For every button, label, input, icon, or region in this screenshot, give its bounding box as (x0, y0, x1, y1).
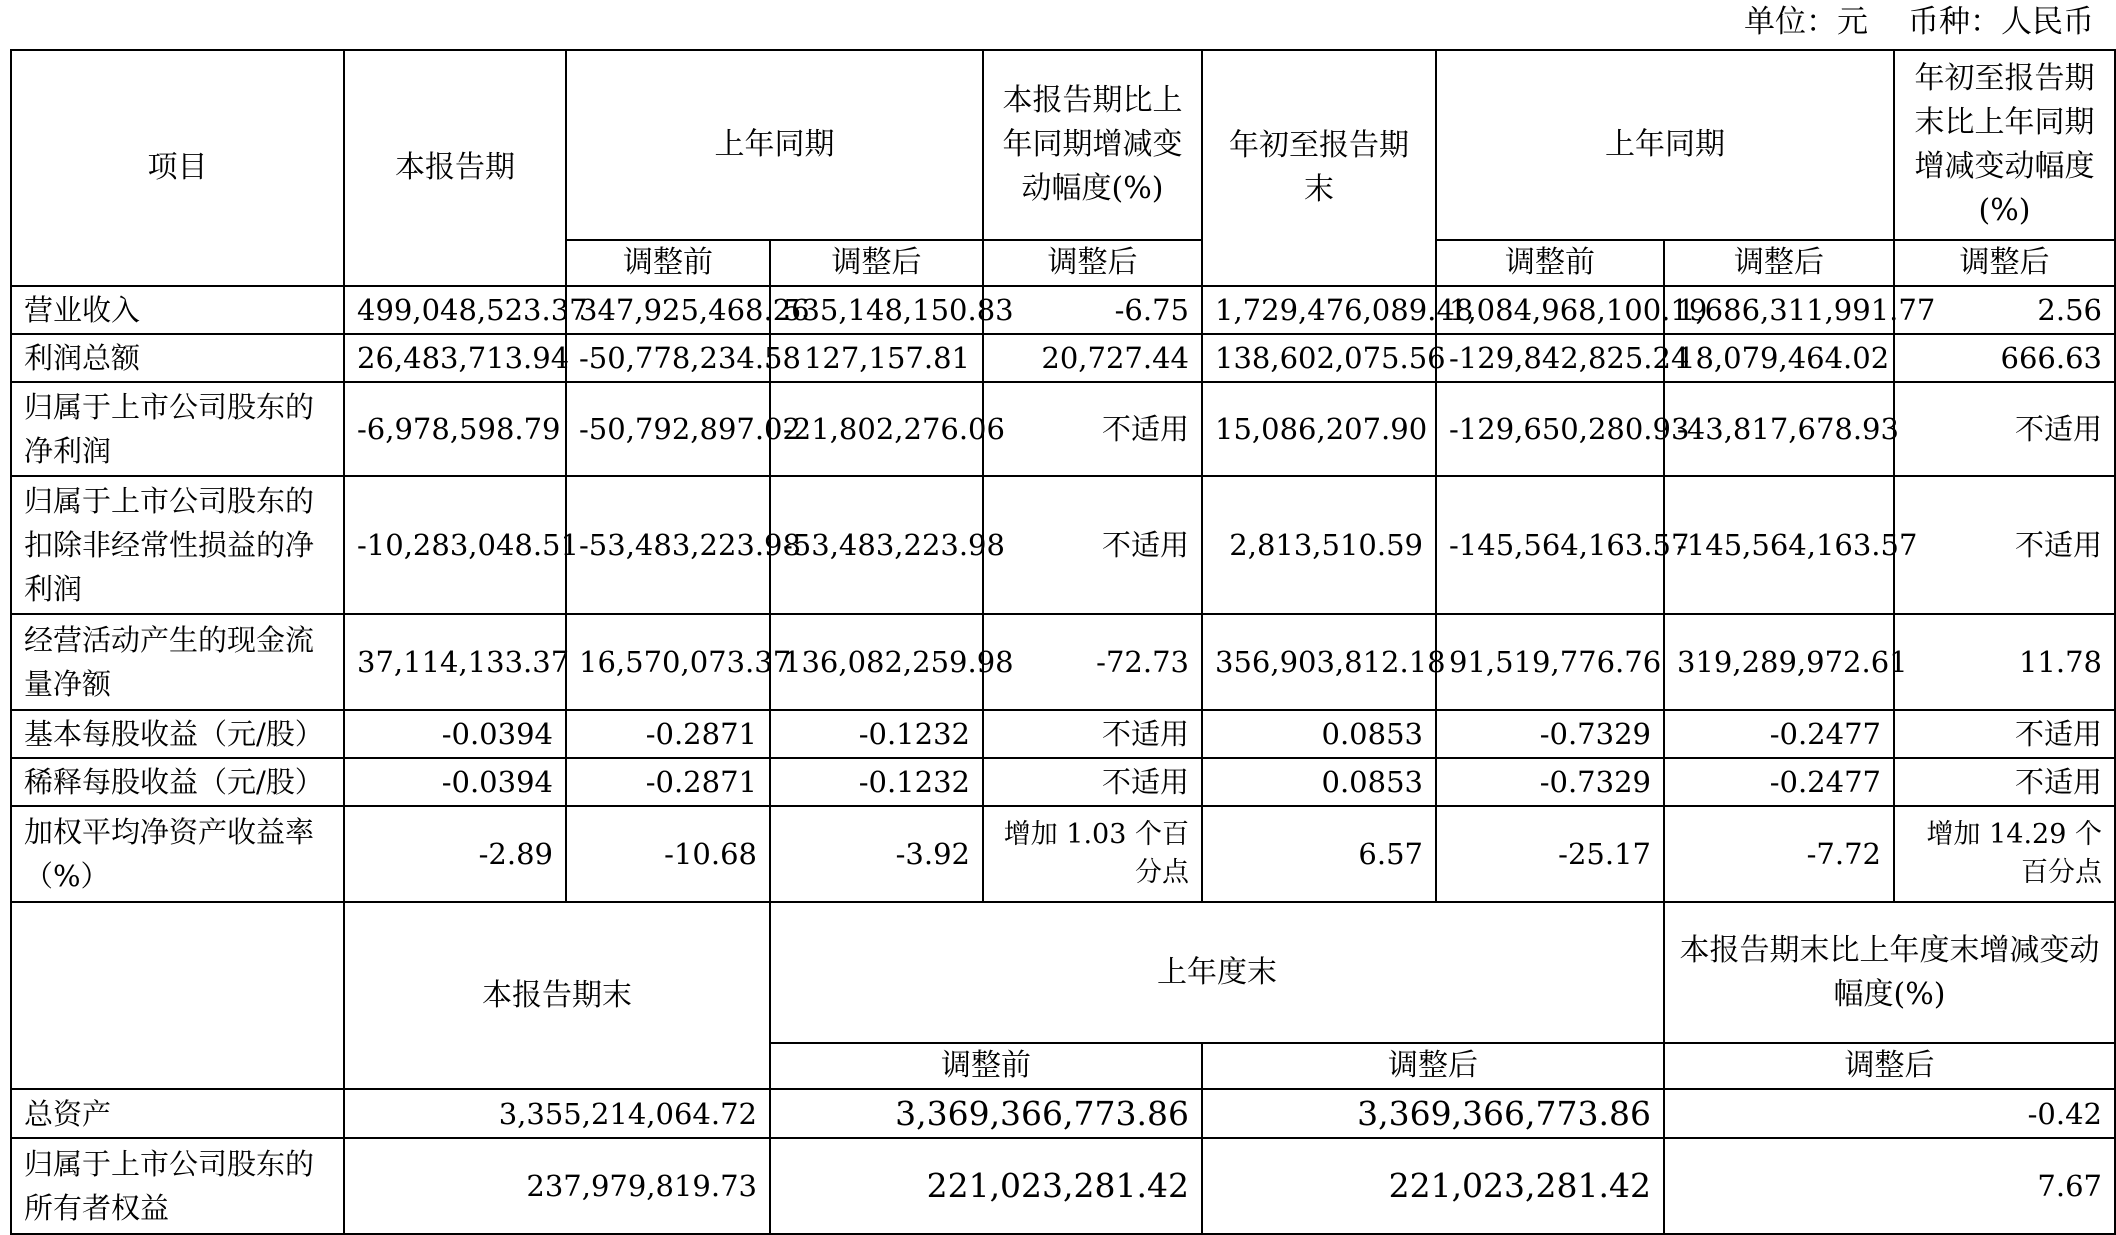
row-label: 归属于上市公司股东的扣除非经常性损益的净利润 (11, 476, 344, 614)
table-cell: 1,729,476,089.48 (1202, 286, 1436, 334)
header-before-adjust: 调整前 (1436, 240, 1664, 286)
table-cell: 26,483,713.94 (344, 334, 566, 382)
table-cell: -0.2477 (1664, 758, 1894, 806)
header2-period-end: 本报告期末 (344, 902, 770, 1089)
table-cell: 15,086,207.90 (1202, 382, 1436, 476)
row-label: 利润总额 (11, 334, 344, 382)
table-cell: -0.1232 (770, 710, 983, 758)
header-after-adjust: 调整后 (1664, 240, 1894, 286)
table-cell: -10,283,048.51 (344, 476, 566, 614)
table-row (11, 758, 2115, 806)
header-change-current: 本报告期比上年同期增减变动幅度(%) (983, 50, 1202, 240)
table-cell: 535,148,150.83 (770, 286, 983, 334)
table-cell: -145,564,163.57 (1436, 476, 1664, 614)
table-cell: 136,082,259.98 (770, 614, 983, 710)
row-label: 加权平均净资产收益率（%） (11, 806, 344, 902)
table-cell: -0.42 (1664, 1089, 2115, 1138)
table-cell: -0.7329 (1436, 710, 1664, 758)
table-cell: -0.0394 (344, 758, 566, 806)
table-cell: 11.78 (1894, 614, 2115, 710)
table-cell: -53,483,223.98 (566, 476, 770, 614)
header2-change: 本报告期末比上年度末增减变动幅度(%) (1664, 902, 2115, 1043)
table-cell: 127,157.81 (770, 334, 983, 382)
table-cell: -0.2477 (1664, 710, 1894, 758)
table-cell: -145,564,163.57 (1664, 476, 1894, 614)
table-cell: 不适用 (983, 758, 1202, 806)
table-cell: 不适用 (1894, 382, 2115, 476)
table-cell: 3,355,214,064.72 (344, 1089, 770, 1138)
header-prior-same-period: 上年同期 (566, 50, 983, 240)
table-row (11, 1138, 2115, 1234)
header2-after-adjust: 调整后 (1202, 1043, 1664, 1089)
table-cell: -25.17 (1436, 806, 1664, 902)
table-cell: 不适用 (1894, 758, 2115, 806)
table-row (11, 476, 2115, 614)
table-cell: -50,792,897.02 (566, 382, 770, 476)
unit-label: 单位：元 (1744, 4, 1868, 40)
header-current-period: 本报告期 (344, 50, 566, 286)
table-cell: 7.67 (1664, 1138, 2115, 1234)
table-cell: 16,570,073.37 (566, 614, 770, 710)
table-cell: 1,084,968,100.19 (1436, 286, 1664, 334)
financial-data-table (10, 49, 2116, 1235)
table-cell: 增加 1.03 个百分点 (983, 806, 1202, 902)
header2-prior-year-end: 上年度末 (770, 902, 1664, 1043)
table-cell: -129,842,825.24 (1436, 334, 1664, 382)
table-cell: 37,114,133.37 (344, 614, 566, 710)
table-cell: 91,519,776.76 (1436, 614, 1664, 710)
table-row (11, 382, 2115, 476)
table-cell: 20,727.44 (983, 334, 1202, 382)
table-cell: -3.92 (770, 806, 983, 902)
row-label: 总资产 (11, 1089, 344, 1138)
table-cell: -6.75 (983, 286, 1202, 334)
table-cell: -43,817,678.93 (1664, 382, 1894, 476)
row-label: 归属于上市公司股东的净利润 (11, 382, 344, 476)
table-cell: 499,048,523.37 (344, 286, 566, 334)
table-cell: 221,023,281.42 (770, 1138, 1202, 1234)
table-cell: 不适用 (1894, 476, 2115, 614)
unit-line (1744, 2, 2094, 42)
row-label: 经营活动产生的现金流量净额 (11, 614, 344, 710)
table-row (11, 806, 2115, 902)
table-cell: 增加 14.29 个百分点 (1894, 806, 2115, 902)
row-label: 基本每股收益（元/股） (11, 710, 344, 758)
table-cell: 2,813,510.59 (1202, 476, 1436, 614)
table-cell: -129,650,280.93 (1436, 382, 1664, 476)
header-ytd: 年初至报告期末 (1202, 50, 1436, 286)
table-cell: 不适用 (983, 710, 1202, 758)
table-row (11, 614, 2115, 710)
table-cell: -0.1232 (770, 758, 983, 806)
table-cell: -0.7329 (1436, 758, 1664, 806)
header-after-adjust: 调整后 (770, 240, 983, 286)
header-after-adjust: 调整后 (983, 240, 1202, 286)
table-cell: -0.2871 (566, 758, 770, 806)
header2-after-adjust-change: 调整后 (1664, 1043, 2115, 1089)
table-cell: 221,023,281.42 (1202, 1138, 1664, 1234)
header-before-adjust: 调整前 (566, 240, 770, 286)
header-after-adjust: 调整后 (1894, 240, 2115, 286)
table-row (11, 1089, 2115, 1138)
table-cell: 347,925,468.26 (566, 286, 770, 334)
table-row (11, 710, 2115, 758)
table-cell: 3,369,366,773.86 (770, 1089, 1202, 1138)
table-cell: -50,778,234.58 (566, 334, 770, 382)
table-cell: -0.0394 (344, 710, 566, 758)
table-cell: 不适用 (1894, 710, 2115, 758)
table-cell: 1,686,311,991.77 (1664, 286, 1894, 334)
header2-blank (11, 902, 344, 1089)
table-cell: -2.89 (344, 806, 566, 902)
table-cell: 不适用 (983, 382, 1202, 476)
table-cell: -53,483,223.98 (770, 476, 983, 614)
row-label: 归属于上市公司股东的所有者权益 (11, 1138, 344, 1234)
table-cell: 0.0853 (1202, 710, 1436, 758)
table-cell: 237,979,819.73 (344, 1138, 770, 1234)
header-item: 项目 (11, 50, 344, 286)
table-cell: 319,289,972.61 (1664, 614, 1894, 710)
table-cell: -10.68 (566, 806, 770, 902)
table-cell: -7.72 (1664, 806, 1894, 902)
table-row (11, 334, 2115, 382)
currency-label: 币种：人民币 (1908, 4, 2094, 40)
table-cell: 6.57 (1202, 806, 1436, 902)
table-cell: 2.56 (1894, 286, 2115, 334)
header-change-ytd: 年初至报告期末比上年同期增减变动幅度(%) (1894, 50, 2115, 240)
header-prior-same-period-ytd: 上年同期 (1436, 50, 1894, 240)
table-cell: -21,802,276.06 (770, 382, 983, 476)
table-row (11, 286, 2115, 334)
table-cell: -6,978,598.79 (344, 382, 566, 476)
header2-before-adjust: 调整前 (770, 1043, 1202, 1089)
row-label: 营业收入 (11, 286, 344, 334)
table-cell: 3,369,366,773.86 (1202, 1089, 1664, 1138)
table-cell: 138,602,075.56 (1202, 334, 1436, 382)
row-label: 稀释每股收益（元/股） (11, 758, 344, 806)
table-cell: -0.2871 (566, 710, 770, 758)
table-cell: 18,079,464.02 (1664, 334, 1894, 382)
table-cell: 356,903,812.18 (1202, 614, 1436, 710)
table-cell: 不适用 (983, 476, 1202, 614)
table-cell: 666.63 (1894, 334, 2115, 382)
table-cell: 0.0853 (1202, 758, 1436, 806)
table-cell: -72.73 (983, 614, 1202, 710)
